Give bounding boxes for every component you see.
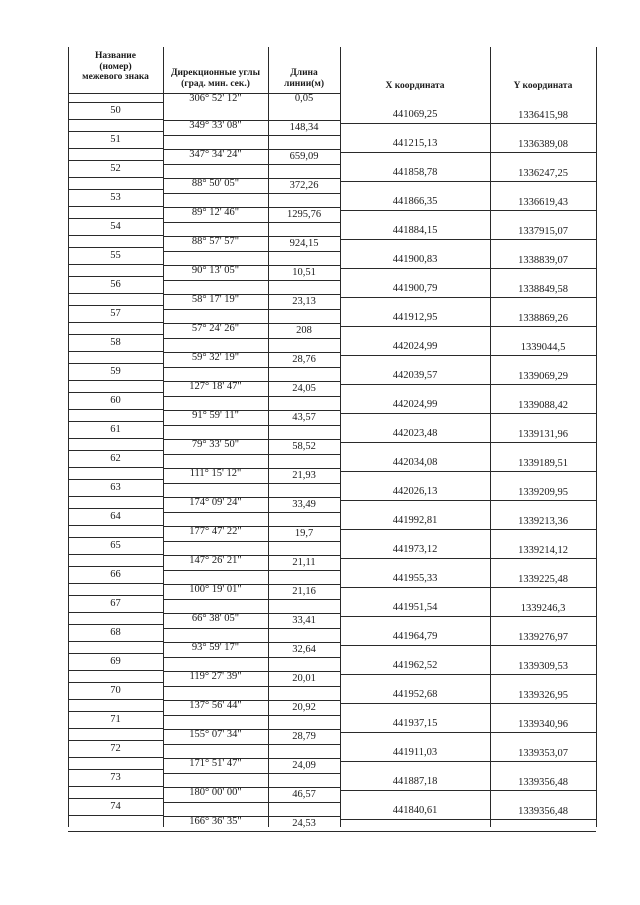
point-number-cell: 51 bbox=[110, 134, 121, 145]
direction-angle-cell: 166° 36' 35" bbox=[189, 816, 242, 827]
y-coordinate-cell: 1336389,08 bbox=[518, 139, 568, 150]
row-rule bbox=[163, 497, 340, 498]
row-rule bbox=[68, 815, 163, 816]
point-number-cell: 59 bbox=[110, 366, 121, 377]
direction-angle-cell: 111° 15' 12" bbox=[189, 468, 242, 479]
row-rule bbox=[163, 599, 340, 600]
row-rule bbox=[490, 268, 596, 269]
y-coordinate-cell: 1339214,12 bbox=[518, 545, 568, 556]
direction-angle-cell: 90° 13' 05" bbox=[191, 265, 240, 276]
direction-angle-cell: 127° 18' 47" bbox=[189, 381, 242, 392]
point-number-cell: 52 bbox=[110, 163, 121, 174]
point-number-cell: 70 bbox=[110, 685, 121, 696]
row-rule bbox=[68, 421, 163, 422]
x-coordinate-cell: 441937,15 bbox=[392, 718, 438, 729]
row-rule bbox=[68, 595, 163, 596]
row-rule bbox=[490, 616, 596, 617]
row-rule bbox=[68, 119, 163, 120]
y-coordinate-cell: 1339189,51 bbox=[518, 458, 568, 469]
point-number-cell: 62 bbox=[110, 453, 121, 464]
row-rule bbox=[163, 526, 340, 527]
row-rule bbox=[68, 438, 163, 439]
row-rule bbox=[68, 235, 163, 236]
point-number-cell: 63 bbox=[110, 482, 121, 493]
line-length-cell: 24,09 bbox=[292, 760, 316, 771]
row-rule bbox=[340, 819, 490, 820]
line-length-cell: 28,79 bbox=[292, 731, 316, 742]
row-rule bbox=[68, 334, 163, 335]
point-number-cell: 55 bbox=[110, 250, 121, 261]
line-length-cell: 10,51 bbox=[292, 267, 316, 278]
row-rule bbox=[340, 831, 596, 832]
row-rule bbox=[68, 206, 163, 207]
direction-angle-cell: 171° 51' 47" bbox=[189, 758, 242, 769]
x-coordinate-cell: 441912,95 bbox=[392, 312, 438, 323]
y-coordinate-cell: 1338869,26 bbox=[518, 313, 568, 324]
y-coordinate-cell: 1339353,07 bbox=[518, 748, 568, 759]
direction-angle-cell: 137° 56' 44" bbox=[189, 700, 242, 711]
row-rule bbox=[163, 222, 340, 223]
y-coordinate-cell: 1339225,48 bbox=[518, 574, 568, 585]
row-rule bbox=[68, 148, 163, 149]
row-rule bbox=[490, 210, 596, 211]
row-rule bbox=[68, 218, 163, 219]
y-coordinate-cell: 1339213,36 bbox=[518, 516, 568, 527]
point-number-cell: 57 bbox=[110, 308, 121, 319]
row-rule bbox=[163, 164, 340, 165]
x-coordinate-cell: 441911,03 bbox=[392, 747, 438, 758]
direction-angle-cell: 93° 59' 17" bbox=[191, 642, 240, 653]
row-rule bbox=[490, 732, 596, 733]
row-rule bbox=[68, 757, 163, 758]
row-rule bbox=[340, 471, 490, 472]
row-rule bbox=[490, 152, 596, 153]
row-rule bbox=[68, 276, 163, 277]
point-number-cell: 60 bbox=[110, 395, 121, 406]
row-rule bbox=[163, 642, 340, 643]
row-rule bbox=[68, 711, 163, 712]
row-rule bbox=[68, 508, 163, 509]
row-rule bbox=[490, 297, 596, 298]
line-length-cell: 20,92 bbox=[292, 702, 316, 713]
y-coordinate-cell: 1336619,43 bbox=[518, 197, 568, 208]
line-length-cell: 33,41 bbox=[292, 615, 316, 626]
row-rule bbox=[68, 409, 163, 410]
row-rule bbox=[68, 728, 163, 729]
row-rule bbox=[163, 135, 340, 136]
row-rule bbox=[68, 641, 163, 642]
line-length-cell: 24,53 bbox=[292, 818, 316, 829]
x-coordinate-cell: 441858,78 bbox=[392, 167, 438, 178]
row-rule bbox=[163, 512, 340, 513]
point-number-cell: 56 bbox=[110, 279, 121, 290]
row-rule bbox=[340, 645, 490, 646]
row-rule bbox=[163, 657, 340, 658]
row-rule bbox=[340, 413, 490, 414]
point-number-cell: 65 bbox=[110, 540, 121, 551]
line-length-cell: 21,16 bbox=[292, 586, 316, 597]
line-length-cell: 659,09 bbox=[289, 151, 319, 162]
point-number-cell: 71 bbox=[110, 714, 121, 725]
x-coordinate-cell: 442034,08 bbox=[392, 457, 438, 468]
line-length-cell: 46,57 bbox=[292, 789, 316, 800]
header-x-coordinate: X координата bbox=[385, 81, 445, 91]
row-rule bbox=[163, 439, 340, 440]
y-coordinate-cell: 1339069,29 bbox=[518, 371, 568, 382]
point-number-cell: 50 bbox=[110, 105, 121, 116]
row-rule bbox=[68, 699, 163, 700]
row-rule bbox=[163, 396, 340, 397]
direction-angle-cell: 347° 34' 24" bbox=[189, 149, 242, 160]
row-rule bbox=[68, 786, 163, 787]
line-length-cell: 19,7 bbox=[294, 528, 314, 539]
table-border-right bbox=[596, 47, 597, 827]
row-rule bbox=[68, 831, 163, 832]
row-rule bbox=[163, 686, 340, 687]
direction-angle-cell: 306° 52' 12" bbox=[189, 93, 242, 104]
point-number-cell: 54 bbox=[110, 221, 121, 232]
row-rule bbox=[490, 442, 596, 443]
line-length-cell: 924,15 bbox=[289, 238, 319, 249]
x-coordinate-cell: 441951,54 bbox=[392, 602, 438, 613]
row-rule bbox=[340, 616, 490, 617]
row-rule bbox=[163, 729, 340, 730]
row-rule bbox=[340, 703, 490, 704]
row-rule bbox=[163, 178, 340, 179]
row-rule bbox=[163, 773, 340, 774]
y-coordinate-cell: 1339326,95 bbox=[518, 690, 568, 701]
y-coordinate-cell: 1339044,5 bbox=[520, 342, 566, 353]
row-rule bbox=[340, 732, 490, 733]
row-rule bbox=[68, 496, 163, 497]
row-rule bbox=[68, 740, 163, 741]
direction-angle-cell: 100° 19' 01" bbox=[189, 584, 242, 595]
row-rule bbox=[163, 758, 340, 759]
row-rule bbox=[490, 558, 596, 559]
header-line-length: Длина линии(м) bbox=[283, 68, 325, 89]
line-length-cell: 33,49 bbox=[292, 499, 316, 510]
x-coordinate-cell: 441884,15 bbox=[392, 225, 438, 236]
x-coordinate-cell: 441964,79 bbox=[392, 631, 438, 642]
row-rule bbox=[340, 587, 490, 588]
row-rule bbox=[68, 392, 163, 393]
row-rule bbox=[163, 715, 340, 716]
row-rule bbox=[68, 351, 163, 352]
row-rule bbox=[68, 624, 163, 625]
row-rule bbox=[490, 645, 596, 646]
row-rule bbox=[340, 268, 490, 269]
point-number-cell: 61 bbox=[110, 424, 121, 435]
direction-angle-cell: 58° 17' 19" bbox=[191, 294, 240, 305]
row-rule bbox=[490, 819, 596, 820]
line-length-cell: 208 bbox=[296, 325, 312, 336]
direction-angle-cell: 59° 32' 19" bbox=[191, 352, 240, 363]
row-rule bbox=[163, 410, 340, 411]
row-rule bbox=[163, 787, 340, 788]
row-rule bbox=[68, 583, 163, 584]
point-number-cell: 74 bbox=[110, 801, 121, 812]
row-rule bbox=[340, 442, 490, 443]
direction-angle-cell: 155° 07' 34" bbox=[189, 729, 242, 740]
row-rule bbox=[490, 471, 596, 472]
row-rule bbox=[340, 790, 490, 791]
row-rule bbox=[340, 123, 490, 124]
row-rule bbox=[68, 612, 163, 613]
direction-angle-cell: 180° 00' 00" bbox=[189, 787, 242, 798]
row-rule bbox=[68, 537, 163, 538]
row-rule bbox=[163, 207, 340, 208]
x-coordinate-cell: 442024,99 bbox=[392, 399, 438, 410]
row-rule bbox=[68, 264, 163, 265]
row-rule bbox=[340, 529, 490, 530]
row-rule bbox=[163, 265, 340, 266]
x-coordinate-cell: 441900,79 bbox=[392, 283, 438, 294]
line-length-cell: 20,01 bbox=[292, 673, 316, 684]
row-rule bbox=[163, 381, 340, 382]
row-rule bbox=[163, 671, 340, 672]
row-rule bbox=[490, 587, 596, 588]
row-rule bbox=[163, 251, 340, 252]
row-rule bbox=[490, 181, 596, 182]
x-coordinate-cell: 442024,99 bbox=[392, 341, 438, 352]
row-rule bbox=[68, 305, 163, 306]
row-rule bbox=[340, 558, 490, 559]
y-coordinate-cell: 1338849,58 bbox=[518, 284, 568, 295]
row-rule bbox=[68, 682, 163, 683]
row-rule bbox=[163, 294, 340, 295]
y-coordinate-cell: 1339356,48 bbox=[518, 806, 568, 817]
row-rule bbox=[68, 798, 163, 799]
column-divider bbox=[340, 47, 341, 827]
row-rule bbox=[340, 326, 490, 327]
row-rule bbox=[340, 355, 490, 356]
y-coordinate-cell: 1339246,3 bbox=[520, 603, 566, 614]
row-rule bbox=[163, 570, 340, 571]
y-coordinate-cell: 1339276,97 bbox=[518, 632, 568, 643]
x-coordinate-cell: 441973,12 bbox=[392, 544, 438, 555]
y-coordinate-cell: 1339209,95 bbox=[518, 487, 568, 498]
row-rule bbox=[163, 541, 340, 542]
row-rule bbox=[68, 131, 163, 132]
row-rule bbox=[163, 628, 340, 629]
row-rule bbox=[163, 831, 340, 832]
point-number-cell: 66 bbox=[110, 569, 121, 580]
line-length-cell: 0,05 bbox=[294, 93, 314, 104]
x-coordinate-cell: 441900,83 bbox=[392, 254, 438, 265]
line-length-cell: 148,34 bbox=[289, 122, 319, 133]
row-rule bbox=[490, 326, 596, 327]
line-length-cell: 43,57 bbox=[292, 412, 316, 423]
point-number-cell: 68 bbox=[110, 627, 121, 638]
row-rule bbox=[490, 790, 596, 791]
x-coordinate-cell: 441069,25 bbox=[392, 109, 438, 120]
x-coordinate-cell: 442023,48 bbox=[392, 428, 438, 439]
direction-angle-cell: 89° 12' 46" bbox=[191, 207, 240, 218]
row-rule bbox=[340, 239, 490, 240]
y-coordinate-cell: 1336415,98 bbox=[518, 110, 568, 121]
row-rule bbox=[340, 181, 490, 182]
row-rule bbox=[340, 384, 490, 385]
row-rule bbox=[163, 425, 340, 426]
coordinates-table bbox=[68, 47, 596, 827]
y-coordinate-cell: 1336247,25 bbox=[518, 168, 568, 179]
row-rule bbox=[68, 380, 163, 381]
row-rule bbox=[68, 653, 163, 654]
row-rule bbox=[163, 193, 340, 194]
row-rule bbox=[163, 323, 340, 324]
row-rule bbox=[68, 293, 163, 294]
row-rule bbox=[68, 322, 163, 323]
row-rule bbox=[340, 297, 490, 298]
y-coordinate-cell: 1339088,42 bbox=[518, 400, 568, 411]
row-rule bbox=[490, 500, 596, 501]
row-rule bbox=[163, 613, 340, 614]
direction-angle-cell: 91° 59' 11" bbox=[192, 410, 239, 421]
line-length-cell: 23,13 bbox=[292, 296, 316, 307]
line-length-cell: 21,93 bbox=[292, 470, 316, 481]
point-number-cell: 64 bbox=[110, 511, 121, 522]
line-length-cell: 32,64 bbox=[292, 644, 316, 655]
y-coordinate-cell: 1339309,53 bbox=[518, 661, 568, 672]
row-rule bbox=[68, 450, 163, 451]
x-coordinate-cell: 441866,35 bbox=[392, 196, 438, 207]
x-coordinate-cell: 441952,68 bbox=[392, 689, 438, 700]
row-rule bbox=[340, 674, 490, 675]
row-rule bbox=[490, 355, 596, 356]
x-coordinate-cell: 441887,18 bbox=[392, 776, 438, 787]
row-rule bbox=[163, 468, 340, 469]
row-rule bbox=[490, 674, 596, 675]
row-rule bbox=[163, 454, 340, 455]
row-rule bbox=[68, 363, 163, 364]
point-number-cell: 58 bbox=[110, 337, 121, 348]
point-number-cell: 53 bbox=[110, 192, 121, 203]
x-coordinate-cell: 441840,61 bbox=[392, 805, 438, 816]
row-rule bbox=[163, 236, 340, 237]
row-rule bbox=[68, 177, 163, 178]
direction-angle-cell: 119° 27' 39" bbox=[189, 671, 242, 682]
row-rule bbox=[163, 120, 340, 121]
row-rule bbox=[68, 467, 163, 468]
direction-angle-cell: 66° 38' 05" bbox=[191, 613, 240, 624]
header-direction-angles: Дирекционные углы (град. мин. сек.) bbox=[171, 68, 260, 89]
x-coordinate-cell: 442026,13 bbox=[392, 486, 438, 497]
direction-angle-cell: 147° 26' 21" bbox=[189, 555, 242, 566]
row-rule bbox=[163, 352, 340, 353]
row-rule bbox=[68, 247, 163, 248]
row-rule bbox=[68, 525, 163, 526]
point-number-cell: 67 bbox=[110, 598, 121, 609]
direction-angle-cell: 88° 50' 05" bbox=[191, 178, 240, 189]
row-rule bbox=[163, 802, 340, 803]
direction-angle-cell: 349° 33' 08" bbox=[189, 120, 242, 131]
line-length-cell: 24,05 bbox=[292, 383, 316, 394]
x-coordinate-cell: 441992,81 bbox=[392, 515, 438, 526]
row-rule bbox=[68, 102, 163, 103]
row-rule bbox=[490, 703, 596, 704]
row-rule bbox=[163, 483, 340, 484]
point-number-cell: 72 bbox=[110, 743, 121, 754]
point-number-cell: 69 bbox=[110, 656, 121, 667]
direction-angle-cell: 174° 09' 24" bbox=[189, 497, 242, 508]
x-coordinate-cell: 441215,13 bbox=[392, 138, 438, 149]
header-y-coordinate: Y координата bbox=[513, 81, 573, 91]
x-coordinate-cell: 442039,57 bbox=[392, 370, 438, 381]
row-rule bbox=[68, 189, 163, 190]
row-rule bbox=[340, 152, 490, 153]
header-point-name: Название (номер) межевого знака bbox=[82, 51, 149, 82]
row-rule bbox=[340, 210, 490, 211]
line-length-cell: 1295,76 bbox=[286, 209, 322, 220]
y-coordinate-cell: 1339356,48 bbox=[518, 777, 568, 788]
row-rule bbox=[490, 123, 596, 124]
row-rule bbox=[490, 413, 596, 414]
line-length-cell: 372,26 bbox=[289, 180, 319, 191]
row-rule bbox=[68, 160, 163, 161]
row-rule bbox=[68, 670, 163, 671]
line-length-cell: 28,76 bbox=[292, 354, 316, 365]
row-rule bbox=[68, 554, 163, 555]
row-rule bbox=[163, 149, 340, 150]
x-coordinate-cell: 441955,33 bbox=[392, 573, 438, 584]
row-rule bbox=[163, 280, 340, 281]
row-rule bbox=[163, 367, 340, 368]
row-rule bbox=[68, 479, 163, 480]
row-rule bbox=[490, 529, 596, 530]
direction-angle-cell: 177° 47' 22" bbox=[189, 526, 242, 537]
row-rule bbox=[490, 761, 596, 762]
x-coordinate-cell: 441962,52 bbox=[392, 660, 438, 671]
row-rule bbox=[340, 761, 490, 762]
row-rule bbox=[490, 384, 596, 385]
direction-angle-cell: 79° 33' 50" bbox=[191, 439, 240, 450]
row-rule bbox=[163, 700, 340, 701]
row-rule bbox=[490, 239, 596, 240]
y-coordinate-cell: 1338839,07 bbox=[518, 255, 568, 266]
row-rule bbox=[163, 309, 340, 310]
row-rule bbox=[68, 566, 163, 567]
row-rule bbox=[163, 816, 340, 817]
line-length-cell: 58,52 bbox=[292, 441, 316, 452]
row-rule bbox=[68, 769, 163, 770]
row-rule bbox=[163, 555, 340, 556]
line-length-cell: 21,11 bbox=[292, 557, 316, 568]
row-rule bbox=[163, 744, 340, 745]
direction-angle-cell: 88° 57' 57" bbox=[191, 236, 240, 247]
direction-angle-cell: 57° 24' 26" bbox=[191, 323, 240, 334]
y-coordinate-cell: 1339131,96 bbox=[518, 429, 568, 440]
row-rule bbox=[163, 584, 340, 585]
y-coordinate-cell: 1337915,07 bbox=[518, 226, 568, 237]
row-rule bbox=[163, 338, 340, 339]
y-coordinate-cell: 1339340,96 bbox=[518, 719, 568, 730]
point-number-cell: 73 bbox=[110, 772, 121, 783]
row-rule bbox=[340, 500, 490, 501]
